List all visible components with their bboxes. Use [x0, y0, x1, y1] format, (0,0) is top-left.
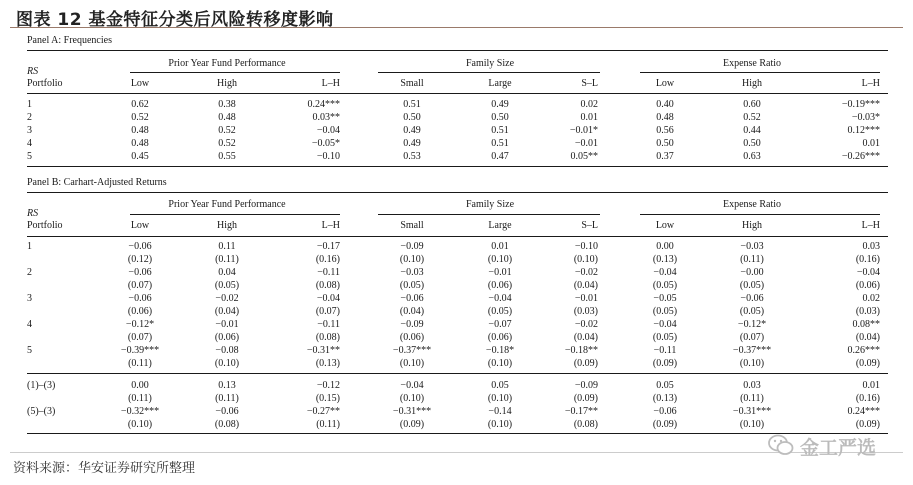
watermark-logo [768, 430, 908, 460]
watermark-text: 金工严选 [800, 437, 877, 459]
table-cell-se: (0.08) [315, 332, 340, 343]
column-header: Low [130, 78, 150, 89]
table-cell-se: (0.13) [652, 393, 678, 404]
row-label: 5 [27, 345, 32, 356]
table-cell-se: (0.10) [127, 419, 153, 430]
table-cell-se: (0.11) [740, 393, 764, 404]
table-cell: −0.04 [400, 380, 424, 391]
table-cell: −0.01* [569, 125, 598, 136]
table-cell-se: (0.09) [573, 393, 598, 404]
table-cell: −0.01 [215, 319, 239, 330]
table-cell: −0.09 [400, 319, 424, 330]
table-cell-se: (0.05) [399, 280, 425, 291]
column-header: S–L [581, 220, 598, 231]
table-cell-se: (0.05) [487, 306, 513, 317]
table-cell: 0.02 [862, 293, 880, 304]
column-header: High [217, 220, 237, 231]
table-cell-se: (0.09) [399, 419, 425, 430]
table-cell: 0.48 [131, 138, 149, 149]
group-rule [640, 214, 880, 215]
table-cell: −0.12* [737, 319, 767, 330]
column-header: L–H [321, 220, 340, 231]
table-cell: 0.01 [580, 112, 598, 123]
table-cell: −0.04 [316, 125, 340, 136]
table-cell-se: (0.15) [315, 393, 340, 404]
group-header: Prior Year Fund Performance [168, 199, 286, 210]
table-cell: 0.05 [656, 380, 674, 391]
table-cell: 0.00 [131, 380, 149, 391]
table-cell: 0.62 [131, 99, 149, 110]
table-cell: 0.05** [570, 151, 598, 162]
table-cell: 0.51 [403, 99, 421, 110]
table-cell: 0.01 [862, 380, 880, 391]
table-cell-se: (0.10) [739, 419, 765, 430]
panel_b-header-rule [27, 236, 888, 237]
figure-title: 图表 12 基金特征分类后风险转移度影响 [16, 10, 334, 30]
table-cell-se: (0.09) [652, 419, 678, 430]
panel-b-mid-rule [27, 373, 888, 374]
table-cell: 0.03** [312, 112, 340, 123]
table-cell: −0.07 [488, 319, 512, 330]
table-cell: −0.02 [215, 293, 239, 304]
portfolio-label: Portfolio [27, 78, 63, 89]
table-cell: −0.05 [653, 293, 677, 304]
table-cell: −0.04 [653, 267, 677, 278]
table-cell-se: (0.04) [399, 306, 425, 317]
table-cell: 0.49 [491, 99, 509, 110]
table-cell: −0.06 [400, 293, 424, 304]
row-label: 1 [27, 99, 32, 110]
table-cell: −0.06 [128, 267, 152, 278]
column-header: Large [488, 78, 512, 89]
table-cell-se: (0.04) [573, 332, 598, 343]
table-cell-se: (0.16) [855, 393, 880, 404]
table-cell-se: (0.10) [739, 358, 765, 369]
column-header: Low [130, 220, 150, 231]
table-cell-se: (0.13) [315, 358, 340, 369]
table-cell-se: (0.06) [127, 306, 153, 317]
group-rule [378, 214, 600, 215]
table-cell-se: (0.06) [855, 280, 880, 291]
table-cell: −0.06 [215, 406, 239, 417]
table-cell-se: (0.09) [573, 358, 598, 369]
table-cell: 0.24*** [307, 99, 340, 110]
table-cell: −0.04 [488, 293, 512, 304]
table-cell-se: (0.05) [652, 280, 678, 291]
table-cell-se: (0.06) [214, 332, 240, 343]
column-header: L–H [861, 78, 880, 89]
table-cell-se: (0.06) [487, 332, 513, 343]
table-cell: −0.01 [574, 138, 598, 149]
table-cell: 0.45 [131, 151, 149, 162]
table-cell-se: (0.16) [855, 254, 880, 265]
table-cell: −0.14 [488, 406, 512, 417]
table-cell: 0.08** [852, 319, 880, 330]
row-label: 2 [27, 267, 32, 278]
table-cell: −0.06 [653, 406, 677, 417]
wechat-icon [768, 434, 794, 456]
table-cell-se: (0.10) [399, 254, 425, 265]
column-header: High [742, 220, 762, 231]
table-cell: −0.04 [316, 293, 340, 304]
table-cell: −0.37*** [392, 345, 432, 356]
table-cell: 0.52 [131, 112, 149, 123]
column-header: Large [488, 220, 512, 231]
table-cell: 0.50 [491, 112, 509, 123]
table-cell-se: (0.10) [573, 254, 598, 265]
table-cell-se: (0.05) [739, 280, 765, 291]
table-cell-se: (0.05) [739, 306, 765, 317]
table-cell-se: (0.11) [215, 393, 239, 404]
table-cell-se: (0.11) [215, 254, 239, 265]
table-cell: 0.02 [580, 99, 598, 110]
table-cell: −0.12* [125, 319, 155, 330]
group-rule [640, 72, 880, 73]
table-cell: −0.18* [485, 345, 515, 356]
table-cell-se: (0.07) [315, 306, 340, 317]
panel-b-bottom-rule [27, 433, 888, 434]
table-cell: −0.12 [316, 380, 340, 391]
table-cell: −0.37*** [732, 345, 772, 356]
table-cell-se: (0.04) [855, 332, 880, 343]
table-cell: 0.49 [403, 138, 421, 149]
table-cell-se: (0.04) [214, 306, 240, 317]
panel-a-title: Panel A: Frequencies [27, 35, 112, 46]
table-cell-se: (0.05) [652, 332, 678, 343]
table-cell-se: (0.07) [739, 332, 765, 343]
table-cell: −0.09 [574, 380, 598, 391]
rs-label: RS [27, 66, 39, 77]
row-label: 2 [27, 112, 32, 123]
table-cell-se: (0.10) [214, 358, 240, 369]
table-cell-se: (0.16) [315, 254, 340, 265]
column-header: Low [655, 220, 675, 231]
table-cell: −0.39*** [120, 345, 160, 356]
table-cell-se: (0.07) [127, 280, 153, 291]
table-cell: −0.10 [574, 241, 598, 252]
table-cell: −0.27** [306, 406, 340, 417]
table-cell-se: (0.06) [487, 280, 513, 291]
table-cell: −0.17** [564, 406, 598, 417]
table-cell-se: (0.07) [127, 332, 153, 343]
table-cell: 0.03 [743, 380, 761, 391]
table-cell-se: (0.11) [128, 393, 152, 404]
group-header: Expense Ratio [722, 199, 782, 210]
table-cell: −0.01 [488, 267, 512, 278]
column-header: L–H [321, 78, 340, 89]
table-cell: −0.04 [653, 319, 677, 330]
table-cell: 0.37 [656, 151, 674, 162]
column-header: High [742, 78, 762, 89]
table-cell: −0.32*** [120, 406, 160, 417]
table-cell: 0.48 [218, 112, 236, 123]
table-cell: 0.40 [656, 99, 674, 110]
table-cell: 0.60 [743, 99, 761, 110]
table-cell: −0.18** [564, 345, 598, 356]
table-cell-se: (0.10) [399, 393, 425, 404]
panel_a-header-rule [27, 93, 888, 94]
column-header: L–H [861, 220, 880, 231]
row-label: 3 [27, 293, 32, 304]
table-cell: 0.55 [218, 151, 236, 162]
table-cell: −0.02 [574, 319, 598, 330]
table-cell: 0.44 [743, 125, 761, 136]
table-cell: −0.09 [400, 241, 424, 252]
table-cell-se: (0.06) [399, 332, 425, 343]
table-cell: −0.02 [574, 267, 598, 278]
table-cell: 0.56 [656, 125, 674, 136]
table-cell: −0.06 [128, 293, 152, 304]
table-cell: −0.10 [316, 151, 340, 162]
table-cell-se: (0.09) [855, 358, 880, 369]
table-cell: −0.06 [740, 293, 764, 304]
table-cell: 0.52 [218, 138, 236, 149]
table-cell: 0.53 [403, 151, 421, 162]
table-cell: −0.11 [653, 345, 677, 356]
table-cell: 0.50 [656, 138, 674, 149]
table-cell: 0.48 [131, 125, 149, 136]
group-header: Prior Year Fund Performance [168, 58, 286, 69]
table-cell: 0.51 [491, 138, 509, 149]
table-cell: 0.50 [743, 138, 761, 149]
table-cell: 0.01 [862, 138, 880, 149]
table-cell: 0.13 [218, 380, 236, 391]
table-cell: −0.00 [740, 267, 764, 278]
table-cell-se: (0.13) [652, 254, 678, 265]
panel-a-bottom-rule [27, 166, 888, 167]
group-rule [130, 214, 340, 215]
table-cell-se: (0.04) [573, 280, 598, 291]
table-cell-se: (0.10) [399, 358, 425, 369]
group-rule [130, 72, 340, 73]
table-cell: −0.31** [306, 345, 340, 356]
panel-b-title: Panel B: Carhart-Adjusted Returns [27, 177, 167, 188]
table-cell: −0.05* [311, 138, 340, 149]
group-header: Expense Ratio [722, 58, 782, 69]
table-cell-se: (0.11) [128, 358, 152, 369]
table-cell-se: (0.10) [487, 254, 513, 265]
table-cell-se: (0.08) [315, 280, 340, 291]
table-cell-se: (0.11) [316, 419, 340, 430]
table-cell: −0.04 [856, 267, 880, 278]
table-cell: 0.01 [491, 241, 509, 252]
table-cell: 0.50 [403, 112, 421, 123]
table-cell: −0.17 [316, 241, 340, 252]
table-cell: 0.52 [743, 112, 761, 123]
table-cell: 0.49 [403, 125, 421, 136]
table-cell-se: (0.03) [855, 306, 880, 317]
column-header: High [217, 78, 237, 89]
rs-label: RS [27, 208, 39, 219]
table-cell: −0.06 [128, 241, 152, 252]
table-cell-se: (0.10) [487, 419, 513, 430]
column-header: Small [400, 220, 424, 231]
table-cell: −0.08 [215, 345, 239, 356]
group-rule [378, 72, 600, 73]
table-cell: 0.38 [218, 99, 236, 110]
table-cell: −0.31*** [732, 406, 772, 417]
source-note: 资料来源：华安证券研究所整理 [13, 461, 196, 476]
table-cell-se: (0.03) [573, 306, 598, 317]
row-label: 1 [27, 241, 32, 252]
row-label: 4 [27, 138, 32, 149]
table-cell-se: (0.09) [652, 358, 678, 369]
table-cell-se: (0.05) [652, 306, 678, 317]
table-cell: −0.03* [851, 112, 880, 123]
table-cell-se: (0.10) [487, 393, 513, 404]
table-cell: 0.03 [862, 241, 880, 252]
table-cell-se: (0.11) [740, 254, 764, 265]
table-cell: 0.24*** [847, 406, 880, 417]
column-header: S–L [581, 78, 598, 89]
table-cell: 0.26*** [847, 345, 880, 356]
panel_b-top-rule [27, 192, 888, 193]
group-header: Family Size [465, 58, 515, 69]
panel_a-top-rule [27, 50, 888, 51]
table-cell-se: (0.08) [573, 419, 598, 430]
table-cell: 0.52 [218, 125, 236, 136]
table-cell: 0.63 [743, 151, 761, 162]
row-label: 3 [27, 125, 32, 136]
title-rule [10, 27, 903, 28]
row-label: (1)–(3) [27, 380, 56, 391]
table-cell: −0.26*** [841, 151, 880, 162]
table-cell: −0.03 [400, 267, 424, 278]
portfolio-label: Portfolio [27, 220, 63, 231]
table-cell: −0.11 [317, 319, 340, 330]
column-header: Low [655, 78, 675, 89]
table-cell: 0.11 [218, 241, 236, 252]
table-cell: −0.19*** [841, 99, 880, 110]
row-label: 4 [27, 319, 32, 330]
table-cell: −0.01 [574, 293, 598, 304]
group-header: Family Size [465, 199, 515, 210]
table-cell: 0.51 [491, 125, 509, 136]
table-cell: 0.48 [656, 112, 674, 123]
table-cell: 0.00 [656, 241, 674, 252]
table-cell: 0.12*** [847, 125, 880, 136]
table-cell: 0.05 [491, 380, 509, 391]
table-cell-se: (0.10) [487, 358, 513, 369]
table-cell: 0.04 [218, 267, 236, 278]
table-cell: −0.31*** [392, 406, 432, 417]
table-cell-se: (0.12) [127, 254, 153, 265]
table-cell: −0.11 [317, 267, 340, 278]
column-header: Small [400, 78, 424, 89]
table-cell-se: (0.05) [214, 280, 240, 291]
table-cell-se: (0.09) [855, 419, 880, 430]
table-cell-se: (0.08) [214, 419, 240, 430]
table-cell: −0.03 [740, 241, 764, 252]
row-label: 5 [27, 151, 32, 162]
table-cell: 0.47 [491, 151, 509, 162]
row-label: (5)–(3) [27, 406, 56, 417]
